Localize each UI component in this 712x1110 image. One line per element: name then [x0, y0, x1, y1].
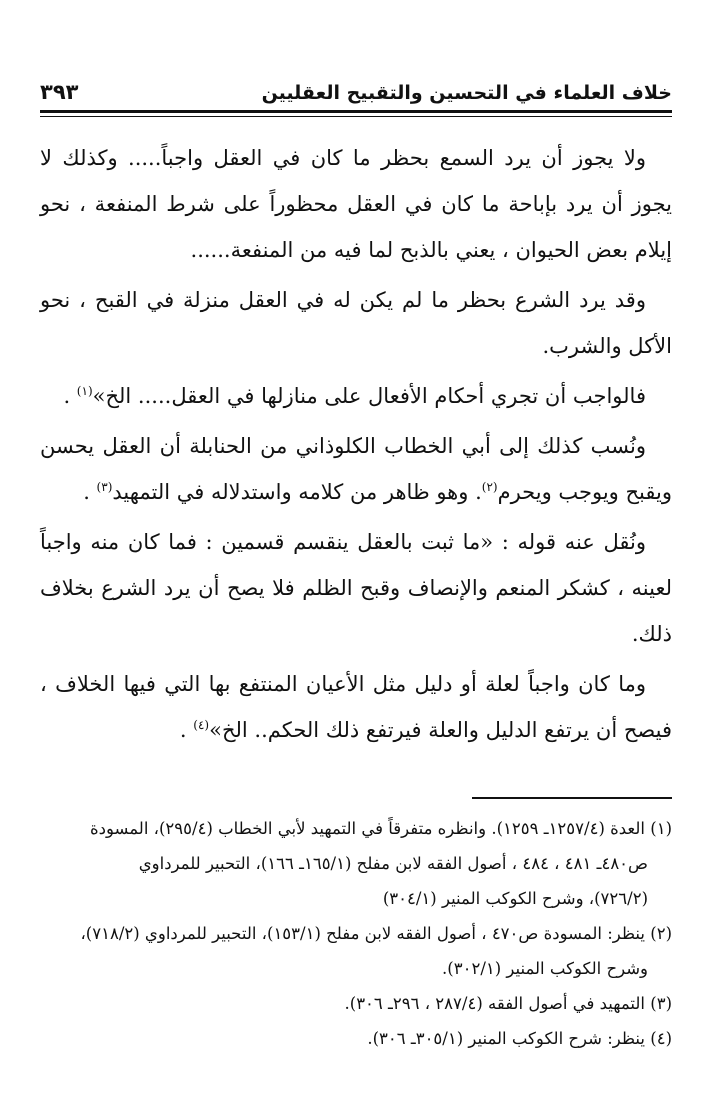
paragraph-6	[40, 661, 672, 753]
footnote-1-line-3: (٧٢٦/٢)، وشرح الكوكب المنير (٣٠٤/١)	[382, 889, 648, 908]
paragraph-4-text-b: . وهو ظاهر من كلامه واستدلاله في التمهيد	[112, 480, 482, 504]
paragraph-5: ونُقل عنه قوله : «ما ثبت بالعقل ينقسم قسمين : فما كان منه واجباً لعينه ، كشكر المنعم والإنصاف وقبح الظلم فلا يصح أن يرد الشرع بخلاف ذلك.	[40, 530, 672, 646]
paragraph-4	[40, 423, 672, 515]
footnote-3: (٣) التمهيد في أصول الفقه (٢٨٧/٤ ، ٢٩٦ـ ٣٠٦).	[344, 994, 672, 1013]
paragraph-1: ولا يجوز أن يرد السمع بحظر ما كان في العقل واجباً..... وكذلك لا يجوز أن يرد بإباحة ما كان في العقل محظوراً على شرط المنفعة ، نحو إيلام بعض الحيوان ، يعني بالذبح لما فيه من المنفعة......	[40, 146, 672, 262]
footnote-ref-3: (٣)	[96, 480, 113, 494]
paragraph-2: وقد يرد الشرع بحظر ما لم يكن له في العقل منزلة في القبح ، نحو الأكل والشرب.	[40, 288, 672, 358]
header-title: خلاف العلماء في التحسين والتقبيح العقليين	[261, 82, 672, 104]
footnote-separator	[472, 797, 672, 799]
footnote-2-line-2: وشرح الكوكب المنير (٣٠٢/١).	[442, 959, 648, 978]
header-rule-thick	[40, 110, 672, 113]
footnote-ref-2: (٢)	[481, 480, 498, 494]
footnote-2-line-1: (٢) ينظر: المسودة ص٤٧٠ ، أصول الفقه لابن مفلح (١٥٣/١)، التحبير للمرداوي (٧١٨/٢)،	[80, 924, 672, 943]
book-page	[40, 70, 672, 1056]
paragraph-6-end: .	[179, 718, 194, 742]
footnote-ref-4: (٤)	[193, 718, 210, 732]
footnotes	[40, 811, 672, 1056]
footnote-1-line-2: ص٤٨٠ـ ٤٨١ ، ٤٨٤ ، أصول الفقه لابن مفلح (١٦٥/١ـ ١٦٦)، التحبير للمرداوي	[138, 854, 648, 873]
running-header	[40, 70, 672, 104]
page-number: ٣٩٣	[40, 80, 79, 104]
paragraph-4-end: .	[83, 480, 97, 504]
paragraph-4-text-a: ونُسب كذلك إلى أبي الخطاب الكلوذاني من الحنابلة أن العقل يحسن ويقبح ويوجب ويحرم	[40, 434, 672, 504]
paragraph-3-text: فالواجب أن تجري أحكام الأفعال على منازلها في العقل..... الخ»	[92, 384, 646, 408]
footnote-ref-1: (١)	[76, 384, 93, 398]
footnote-4: (٤) ينظر: شرح الكوكب المنير (٣٠٥/١ـ ٣٠٦).	[367, 1029, 672, 1048]
paragraph-3	[40, 373, 672, 419]
main-text	[40, 135, 672, 753]
paragraph-6-text: وما كان واجباً لعلة أو دليل مثل الأعيان المنتفع بها التي فيها الخلاف ، فيصح أن يرتفع الدليل والعلة فيرتفع ذلك الحكم.. الخ»	[40, 672, 672, 742]
header-rule-thin	[40, 116, 672, 117]
paragraph-3-end: .	[63, 384, 77, 408]
footnote-1-line-1: (١) العدة (١٢٥٧/٤ـ ١٢٥٩). وانظره متفرقاً في التمهيد لأبي الخطاب (٢٩٥/٤)، المسودة	[90, 819, 672, 838]
